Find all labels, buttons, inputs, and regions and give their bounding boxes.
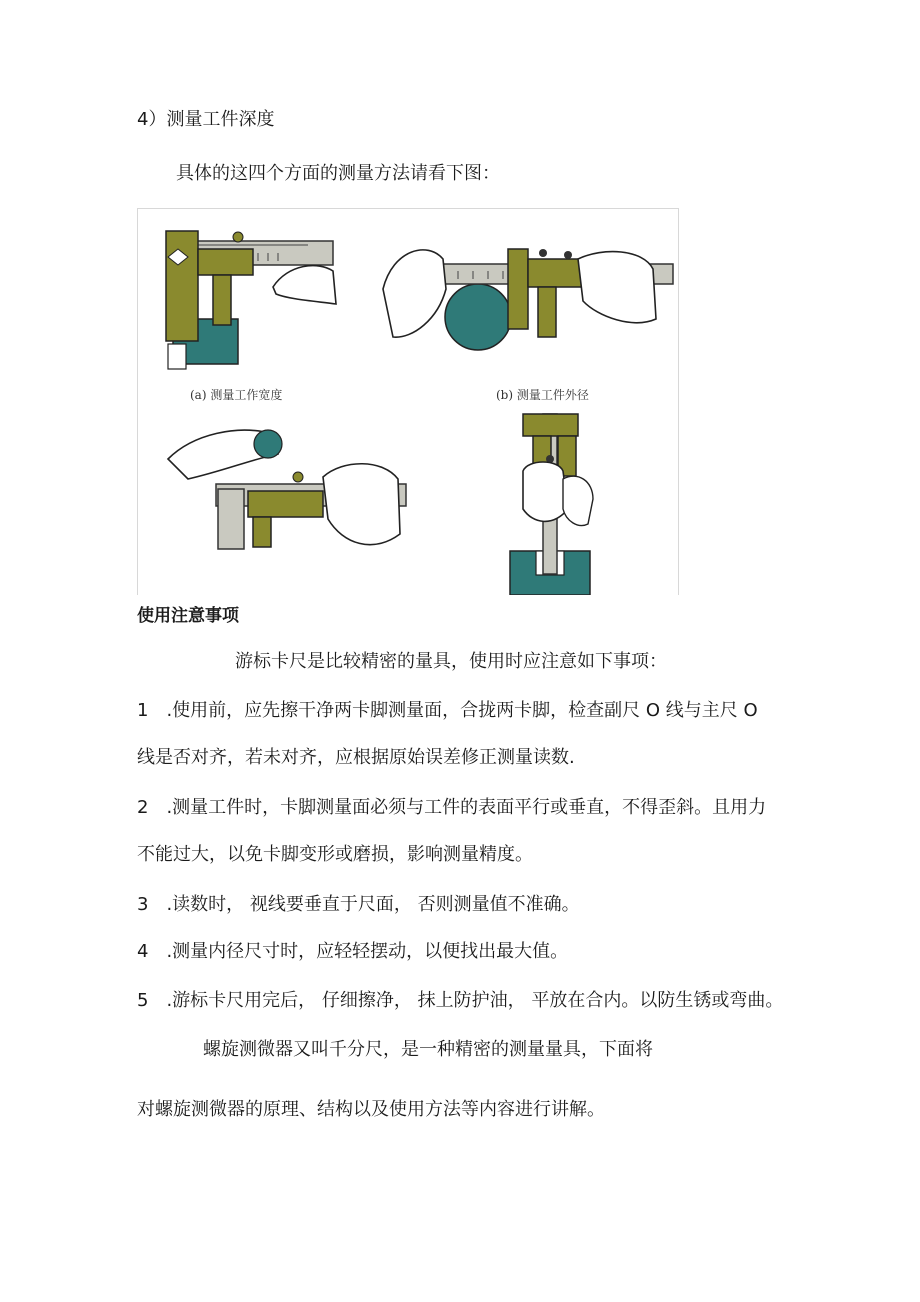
note-1-line-1: 1 .使用前，应先擦干净两卡脚测量面，合拢两卡脚，检查副尺 O 线与主尺 O — [137, 700, 758, 721]
panel-c-inner — [168, 430, 406, 549]
lead-text: 游标卡尺是比较精密的量具，使用时应注意如下事项： — [235, 651, 667, 672]
panel-d-depth — [510, 414, 593, 595]
note-2-line-2: 不能过大，以免卡脚变形或磨损，影响测量精度。 — [137, 844, 533, 865]
micrometer-intro-line-1: 螺旋测微器又叫千分尺，是一种精密的测量量具，下面将 — [203, 1039, 653, 1060]
item4-heading: 4）测量工件深度 — [137, 109, 275, 130]
note-3: 3 .读数时， 视线要垂直于尺面， 否则测量值不准确。 — [137, 894, 580, 915]
caliper-usage-figure — [137, 208, 679, 595]
section-title: 使用注意事项 — [137, 606, 239, 626]
note-1-line-2: 线是否对齐，若未对齐，应根据原始误差修正测量读数. — [137, 747, 575, 768]
intro-text: 具体的这四个方面的测量方法请看下图： — [176, 163, 500, 184]
note-5: 5 .游标卡尺用完后， 仔细擦净， 抹上防护油， 平放在合内。以防生锈或弯曲。 — [137, 990, 784, 1011]
panel-b-diameter — [383, 249, 673, 402]
micrometer-intro-line-2: 对螺旋测微器的原理、结构以及使用方法等内容进行讲解。 — [137, 1099, 605, 1120]
panel-a-width — [166, 231, 336, 402]
caption-b: (b) 测量工件外径 — [496, 388, 589, 402]
caption-a: (a) 测量工作宽度 — [190, 388, 283, 402]
note-4: 4 .测量内径尺寸时，应轻轻摆动，以便找出最大值。 — [137, 941, 569, 962]
note-2-line-1: 2 .测量工件时，卡脚测量面必须与工件的表面平行或垂直，不得歪斜。且用力 — [137, 797, 767, 818]
